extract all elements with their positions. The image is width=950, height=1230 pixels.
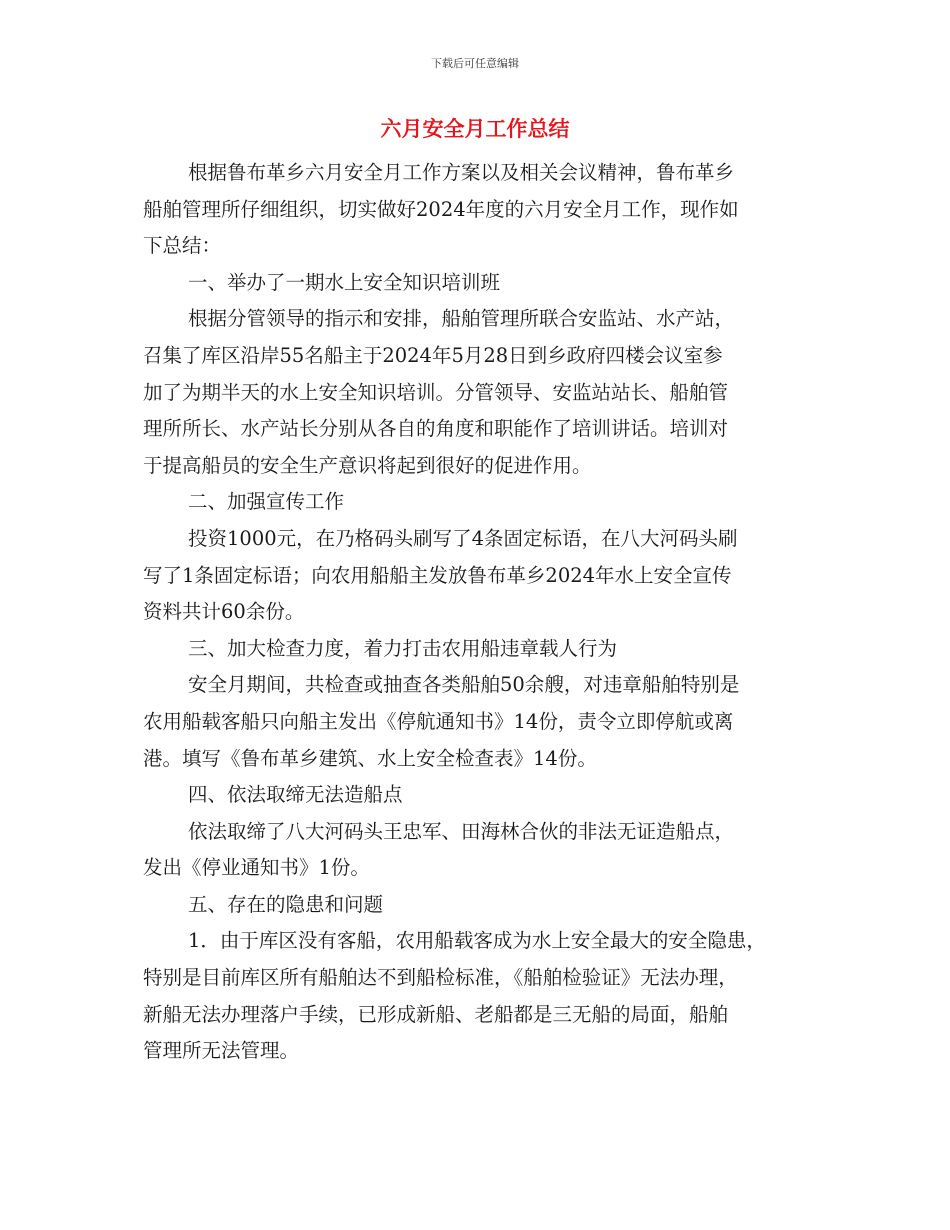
paragraph bbox=[143, 667, 835, 777]
text-line: 四、依法取缔无法造船点 bbox=[188, 783, 403, 807]
text-line: 港。填写《鲁布革乡建筑、水上安全检查表》14份。 bbox=[143, 746, 597, 770]
paragraph bbox=[143, 521, 835, 631]
text-line: 下总结： bbox=[143, 234, 222, 258]
document-title: 六月安全月工作总结 bbox=[380, 117, 570, 141]
text-line: 写了1条固定标语；向农用船船主发放鲁布革乡2024年水上安全宣传 bbox=[143, 563, 732, 587]
section-heading bbox=[143, 777, 835, 814]
text-line: 理所所长、水产站长分别从各自的角度和职能作了培训讲话。培训对 bbox=[143, 417, 729, 441]
section-heading bbox=[143, 265, 835, 302]
text-line: 船舶管理所仔细组织，切实做好2024年度的六月安全月工作，现作如 bbox=[143, 197, 739, 221]
paragraph bbox=[143, 814, 835, 887]
text-line: 召集了库区沿岸55名船主于2024年5月28日到乡政府四楼会议室参 bbox=[143, 343, 723, 367]
text-line: 1．由于库区没有客船，农用船载客成为水上安全最大的安全隐患， bbox=[188, 929, 766, 953]
text-line: 根据分管领导的指示和安排，船舶管理所联合安监站、水产站， bbox=[188, 307, 735, 331]
text-line: 五、存在的隐患和问题 bbox=[188, 892, 384, 916]
text-line: 管理所无法管理。 bbox=[143, 1039, 300, 1063]
text-line: 于提高船员的安全生产意识将起到很好的促进作用。 bbox=[143, 453, 592, 477]
text-line: 安全月期间，共检查或抽查各类船舶50余艘，对违章船舶特别是 bbox=[188, 673, 740, 697]
section-heading bbox=[143, 631, 835, 668]
text-line: 特别是目前库区所有船舶达不到船检标准，《船舶检验证》无法办理， bbox=[143, 966, 738, 990]
text-line: 一、举办了一期水上安全知识培训班 bbox=[188, 270, 501, 294]
section-heading bbox=[143, 887, 835, 924]
paragraph bbox=[143, 301, 835, 484]
text-line: 加了为期半天的水上安全知识培训。分管领导、安监站站长、船舶管 bbox=[143, 380, 729, 404]
text-line: 二、加强宣传工作 bbox=[188, 490, 345, 514]
paragraph bbox=[143, 923, 835, 1069]
text-line: 新船无法办理落户手续，已形成新船、老船都是三无船的局面，船舶 bbox=[143, 1002, 729, 1026]
text-line: 发出《停业通知书》1份。 bbox=[143, 856, 370, 880]
header-note: 下载后可任意编辑 bbox=[431, 57, 519, 70]
text-line: 农用船载客船只向船主发出《停航通知书》14份，责令立即停航或离 bbox=[143, 709, 734, 733]
paragraph bbox=[143, 155, 835, 265]
text-line: 资料共计60余份。 bbox=[143, 600, 305, 624]
document-body bbox=[143, 155, 835, 1070]
section-heading bbox=[143, 484, 835, 521]
text-line: 根据鲁布革乡六月安全月工作方案以及相关会议精神，鲁布革乡 bbox=[188, 161, 735, 184]
text-line: 三、加大检查力度，着力打击农用船违章载人行为 bbox=[188, 636, 618, 660]
text-line: 投资1000元，在乃格码头刷写了4条固定标语，在八大河码头刷 bbox=[188, 526, 738, 550]
text-line: 依法取缔了八大河码头王忠军、田海林合伙的非法无证造船点， bbox=[188, 819, 735, 843]
